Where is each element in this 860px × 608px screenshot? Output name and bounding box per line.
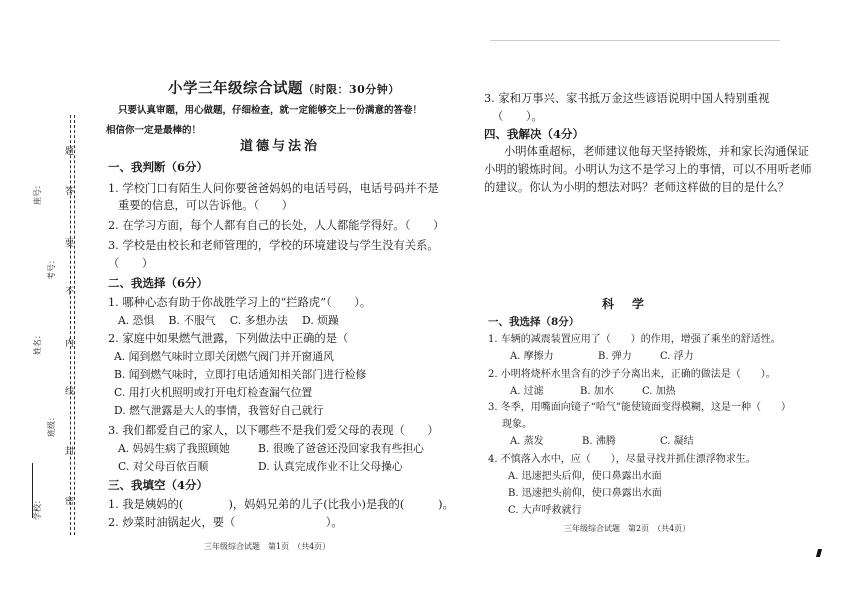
option-c: C. 大声呼救就行 bbox=[508, 505, 582, 516]
question-text: 3. 家和万事兴、家书抵万金这些谚语说明中国人特别重视 bbox=[484, 92, 770, 105]
option-c: C. 对父母百依百顺 bbox=[118, 460, 209, 473]
question-text: 2. 在学习方面，每个人都有自己的长处，人人都能学得好。（ ） bbox=[108, 219, 445, 232]
section-heading: 三、我填空（4分） bbox=[108, 478, 209, 492]
problem-text: 的建议。你认为小明的想法对吗？老师这样做的目的是什么？ bbox=[484, 181, 790, 194]
seal-char: 封 bbox=[65, 447, 75, 457]
seal-line-inner bbox=[74, 115, 75, 535]
subject-heading: 道德与法治 bbox=[240, 139, 321, 154]
seal-char: 要 bbox=[65, 239, 75, 249]
question-text: 重要的信息，可以告诉他。（ ） bbox=[118, 199, 294, 212]
option-a: A. 蒸发 bbox=[510, 436, 544, 447]
option-d: D. 燃气泄露是大人的事情，我管好自己就行 bbox=[114, 404, 324, 417]
section-heading: 四、我解决（4分） bbox=[484, 127, 585, 141]
question-text: 3. 冬季，用嘴面向镜子“哈气”能使镜面变得模糊，这是一种（ ） bbox=[488, 402, 791, 413]
option-c: C. 凝结 bbox=[660, 436, 694, 447]
binding-strip bbox=[30, 115, 90, 535]
option-a: A. 闻到燃气味时立即关闭燃气阀门并开窗通风 bbox=[114, 350, 334, 363]
option-a: A. 摩擦力 bbox=[510, 351, 554, 362]
seal-char: 线 bbox=[65, 387, 75, 397]
question-text: 2. 炒菜时油锅起火，要（ ）。 bbox=[108, 516, 343, 529]
option-b: B. 很晚了爸爸还没回家我有些担心 bbox=[258, 442, 424, 455]
section-heading: 一、我判断（6分） bbox=[108, 160, 209, 174]
question-text: 3. 学校是由校长和老师管理的，学校的环境建设与学生没有关系。 bbox=[108, 239, 439, 252]
subject-heading: 科 学 bbox=[602, 297, 648, 311]
option-b: B. 加水 bbox=[580, 386, 614, 397]
time-limit: （时限：30分钟） bbox=[303, 83, 400, 96]
option-a: A. 过滤 bbox=[510, 386, 544, 397]
question-text: 1. 车辆的减震装置应用了（ ）的作用，增强了乘坐的舒适性。 bbox=[488, 334, 781, 345]
option-c: C. 用打火机照明或打开电灯检查漏气位置 bbox=[114, 386, 313, 399]
scan-mark bbox=[816, 549, 822, 557]
option-b: B. 闻到燃气味时，立即打电话通知相关部门进行检修 bbox=[114, 368, 367, 381]
seal-char: 不 bbox=[65, 287, 75, 297]
page-footer: 三年级综合试题 第1页 （共4页） bbox=[204, 542, 331, 551]
option-c: C. 加热 bbox=[642, 386, 676, 397]
instruction-2: 相信你一定是最棒的！ bbox=[106, 125, 202, 136]
title-text: 小学三年级综合试题 bbox=[168, 80, 303, 97]
option-a: A. 迅速把头后仰，使口鼻露出水面 bbox=[508, 471, 662, 482]
question-text: 2. 家庭中如果燃气泄露，下列做法中正确的是（ bbox=[108, 332, 349, 345]
option-c: C. 浮力 bbox=[660, 351, 694, 362]
question-text: 4. 不慎落入水中，应（ ），尽量寻找并抓住漂浮物求生。 bbox=[488, 454, 756, 465]
question-text: 3. 我们都爱自己的家人，以下哪些不是我们爱父母的表现（ ） bbox=[108, 424, 439, 437]
question-text: （ ） bbox=[108, 257, 154, 270]
question-options: A. 恐惧 B. 不服气 C. 多想办法 D. 烦躁 bbox=[118, 314, 339, 327]
problem-text: 小明的锻炼时间。小明认为这不是学习上的事情，可以不用听老师 bbox=[484, 163, 812, 176]
scan-edge-line bbox=[490, 40, 780, 41]
seal-line bbox=[70, 115, 71, 535]
option-d: D. 认真完成作业不让父母操心 bbox=[258, 460, 403, 473]
seat-label: 座号： bbox=[33, 181, 42, 205]
question-text: 1. 哪种心态有助于你战胜学习上的“拦路虎”（ ）。 bbox=[108, 296, 372, 309]
question-text: （ ）。 bbox=[492, 110, 543, 123]
section-heading: 二、我选择（6分） bbox=[108, 276, 209, 290]
section-heading: 一、我选择（8分） bbox=[488, 316, 580, 328]
seal-char: 题 bbox=[65, 147, 75, 157]
school-label: 学校： bbox=[33, 496, 42, 520]
option-b: B. 迅速把头前仰，使口鼻露出水面 bbox=[508, 488, 662, 499]
instruction-1: 只要认真审题，用心做题，仔细检查，就一定能够交上一份满意的答卷！ bbox=[118, 105, 423, 116]
class-label: 班级： bbox=[47, 413, 56, 437]
problem-text: 小明体重超标，老师建议他每天坚持锻炼，并和家长沟通保证 bbox=[504, 145, 810, 158]
number-label: 考号： bbox=[47, 256, 56, 280]
exam-title bbox=[168, 82, 400, 97]
exam-page-2 bbox=[480, 0, 860, 608]
name-label: 姓名： bbox=[33, 331, 42, 355]
seal-char: 密 bbox=[65, 497, 75, 507]
option-a: A. 妈妈生病了我照顾她 bbox=[118, 442, 230, 455]
question-text: 现象。 bbox=[502, 419, 532, 430]
seal-char: 内 bbox=[65, 339, 75, 349]
question-text: 1. 我是姨妈的( )，妈妈兄弟的儿子(比我小)是我的( )。 bbox=[108, 498, 454, 511]
school-line bbox=[32, 463, 33, 518]
page-footer: 三年级综合试题 第2页 （共4页） bbox=[564, 524, 691, 533]
option-b: B. 沸腾 bbox=[582, 436, 616, 447]
option-b: B. 弹力 bbox=[598, 351, 632, 362]
question-text: 1. 学校门口有陌生人问你要爸爸妈妈的电话号码，电话号码并不是 bbox=[108, 182, 439, 195]
seal-char: 答 bbox=[65, 187, 75, 197]
question-text: 2. 小明将烧杯水里含有的沙子分离出来，正确的做法是（ ）。 bbox=[488, 369, 776, 380]
